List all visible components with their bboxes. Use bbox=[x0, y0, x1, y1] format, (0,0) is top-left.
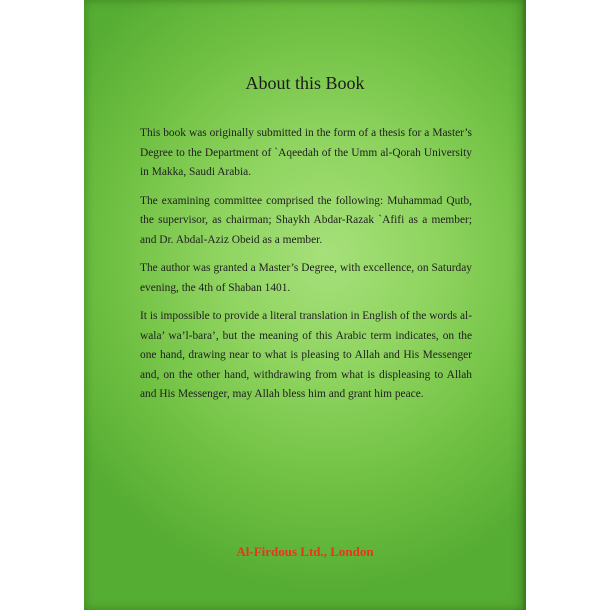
paragraph-degree: The author was granted a Master’s Degree, with excellence, on Saturday evening, the 4th of Shaban 1401. bbox=[140, 262, 472, 294]
book-back-cover bbox=[84, 0, 526, 610]
publisher-name: Al-Firdous Ltd., London bbox=[236, 544, 374, 559]
cover-edge-shadow bbox=[521, 0, 526, 610]
cover-body-text bbox=[140, 124, 472, 414]
page-title: About this Book bbox=[245, 73, 365, 93]
paragraph-meaning: It is impossible to provide a literal translation in English of the words al-wala’ wa’l-bara’, but the meaning of this Arabic term indicates, on the one hand, drawing near to what is pleasing to Allah and His Messenger and, on the other hand, withdrawing from what is displeasing to Allah and His Messenger, may Allah bless him and grant him peace. bbox=[140, 310, 472, 400]
paragraph-committee: The examining committee comprised the following: Muhammad Qutb, the supervisor, as chairman; Shaykh Abdar-Razak `Afifi as a member; and Dr. Abdal-Aziz Obeid as a member. bbox=[140, 194, 472, 246]
paragraph-thesis: This book was originally submitted in the form of a thesis for a Master’s Degree to the Department of `Aqeedah of the Umm al-Qorah University in Makka, Saudi Arabia. bbox=[140, 127, 472, 178]
